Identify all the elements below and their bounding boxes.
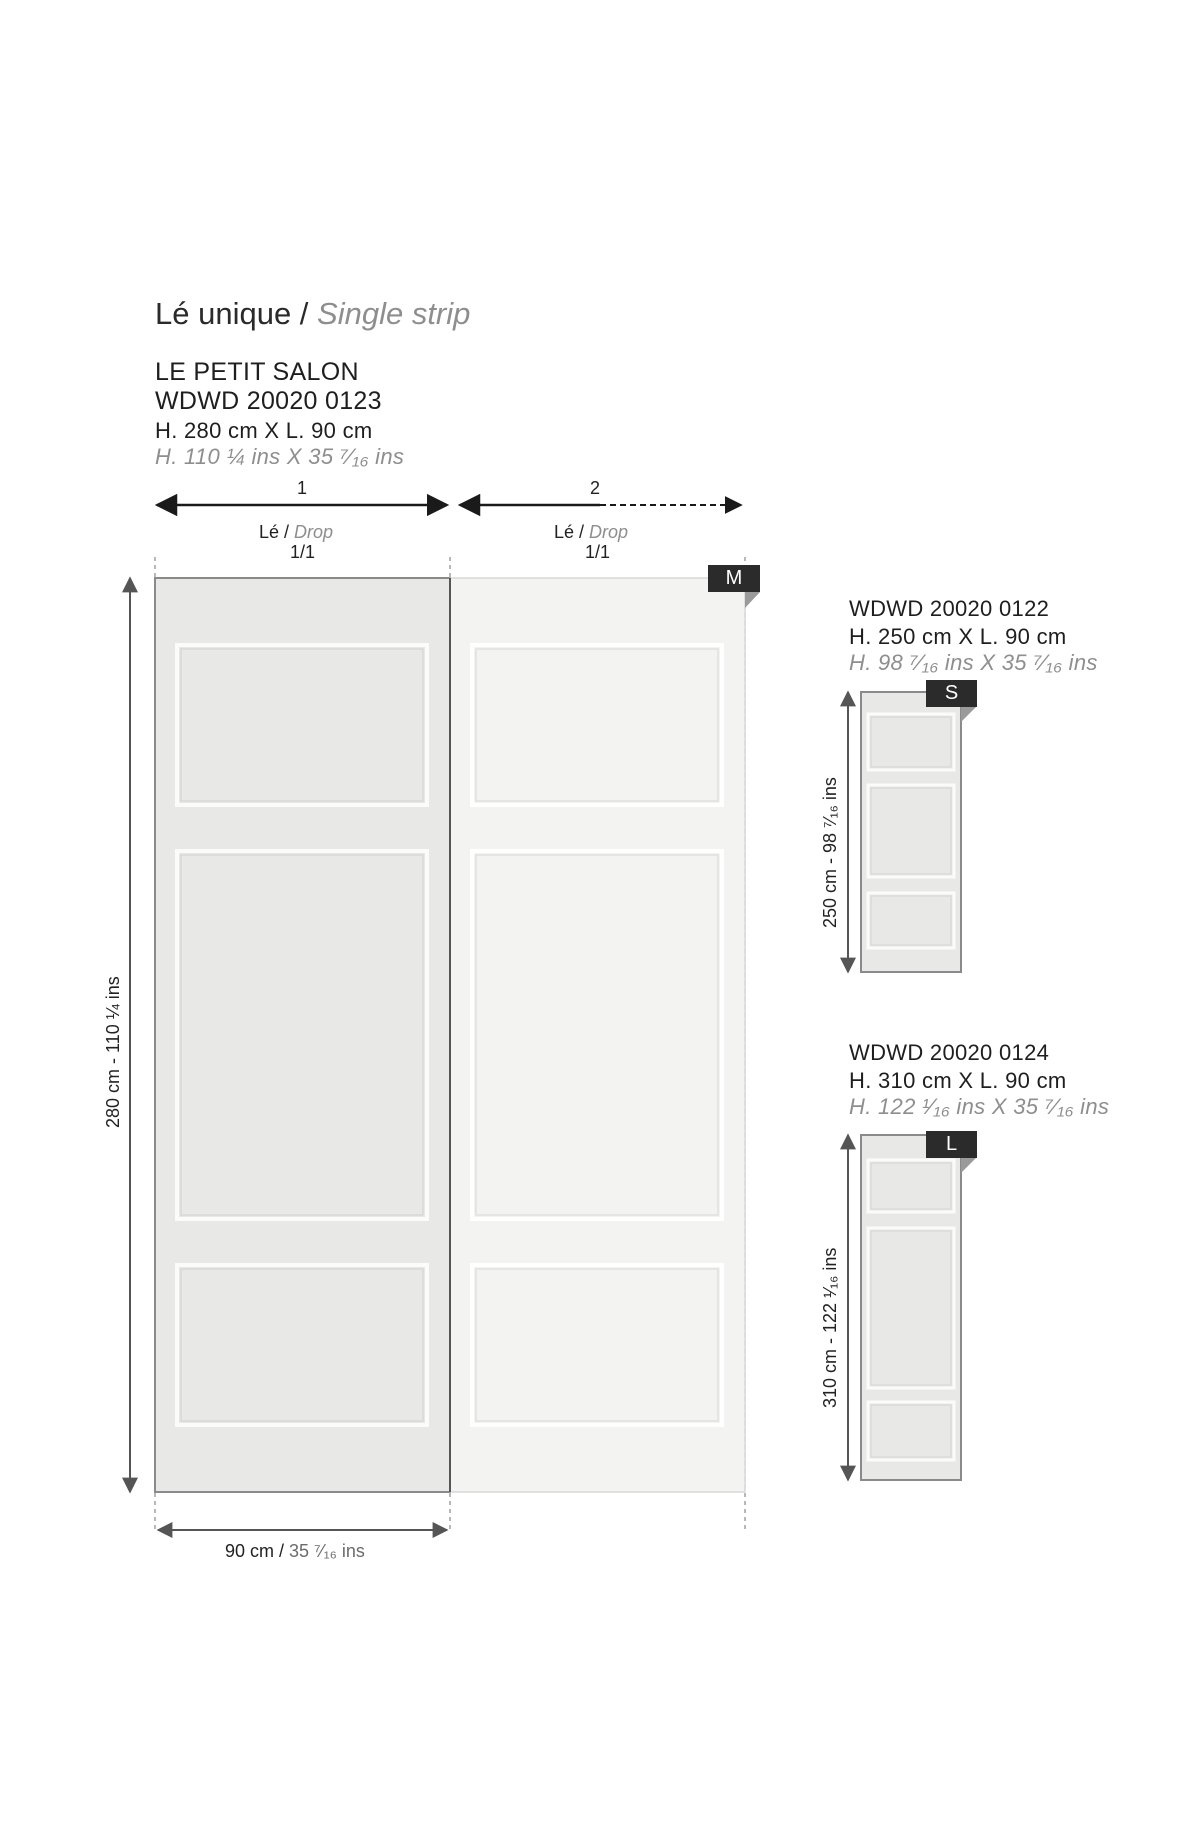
- drop-1-label-fr: Lé: [259, 522, 280, 542]
- variant-s-ref: WDWD 20020 0122: [849, 596, 1050, 621]
- variant-l-size-in: H. 122 ¹⁄₁₆ ins X 35 ⁷⁄₁₆ ins: [849, 1094, 1110, 1119]
- heading-en: Single strip: [317, 296, 471, 331]
- strip-1: [155, 578, 450, 1492]
- drop-1-fraction: 1/1: [290, 542, 316, 562]
- variant-s-size-cm: H. 250 cm X L. 90 cm: [849, 624, 1067, 649]
- drop-1-label-sep: /: [279, 522, 295, 542]
- product-ref: WDWD 20020 0123: [155, 387, 382, 415]
- variant-s-size-in: H. 98 ⁷⁄₁₆ ins X 35 ⁷⁄₁₆ ins: [849, 650, 1098, 675]
- width-label-in: 35 ⁷⁄₁₆ ins: [289, 1541, 365, 1561]
- drop-1-label: [259, 522, 333, 543]
- width-label-main: [225, 1541, 365, 1562]
- variant-s-panel: [861, 692, 961, 972]
- drop-2-number: 2: [590, 478, 601, 498]
- badge-s: S: [944, 682, 959, 704]
- badge-m-fold: [745, 592, 760, 608]
- badge-s-fold: [961, 707, 976, 722]
- strip-2: [450, 578, 745, 1492]
- drop-2-label-en: Drop: [589, 522, 629, 542]
- drop-1-label-en: Drop: [294, 522, 334, 542]
- height-label-main: 280 cm - 110 ¼ ins: [103, 976, 123, 1128]
- height-label-l: 310 cm - 122 ¹⁄₁₆ ins: [820, 1247, 840, 1408]
- drop-2-label-fr: Lé: [554, 522, 575, 542]
- height-label-s: 250 cm - 98 ⁷⁄₁₆ ins: [820, 777, 840, 928]
- badge-l: L: [945, 1133, 958, 1155]
- page-heading: [155, 296, 470, 332]
- badge-m: M: [725, 567, 743, 589]
- variant-l-panel: [861, 1135, 961, 1480]
- width-label-sep: /: [274, 1541, 290, 1561]
- variant-l-ref: WDWD 20020 0124: [849, 1040, 1050, 1065]
- drop-2-label: [554, 522, 628, 543]
- heading-sep: /: [291, 296, 318, 331]
- heading-fr: Lé unique: [155, 296, 292, 331]
- drop-1-number: 1: [297, 478, 308, 498]
- variant-l-size-cm: H. 310 cm X L. 90 cm: [849, 1068, 1067, 1093]
- product-name: LE PETIT SALON: [155, 358, 359, 386]
- product-size-cm: H. 280 cm X L. 90 cm: [155, 418, 373, 443]
- drop-2-label-sep: /: [574, 522, 590, 542]
- width-label-cm: 90 cm: [225, 1541, 275, 1561]
- drop-2-fraction: 1/1: [585, 542, 611, 562]
- badge-l-fold: [961, 1158, 976, 1173]
- product-size-in: H. 110 ¼ ins X 35 ⁷⁄₁₆ ins: [155, 444, 405, 469]
